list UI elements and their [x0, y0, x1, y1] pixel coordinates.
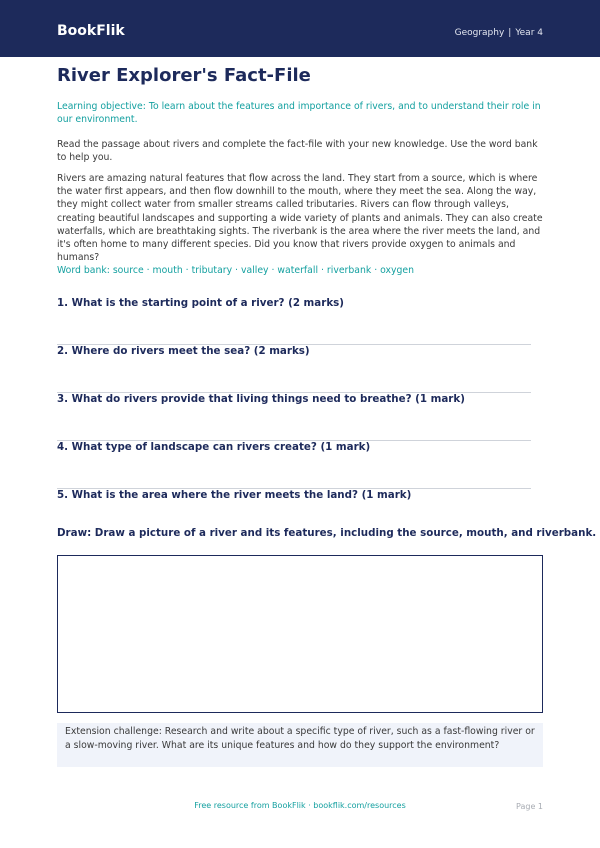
extension-challenge-text: Extension challenge: Research and write about a specific type of river, such as a fast-flowing river or a slow-moving river. What are its unique features and how do they support the environment? — [65, 726, 535, 751]
header-bar — [0, 0, 600, 57]
header-separator: | — [508, 28, 512, 38]
instructions: Read the passage about rivers and complete the fact-file with your new knowledge. Use the word bank to help you. — [57, 139, 538, 163]
page-number: Page 1 — [516, 802, 543, 811]
reading-passage: Rivers are amazing natural features that flow across the land. They start from a source, which is where the water first appears, and then flow downhill to the mouth, where they meet the sea. Along the way, they might collect water from smaller streams called tributaries. Rivers can flow through valleys, creating beautiful landscapes and supporting a wide variety of plants and animals. They can also create waterfalls, which are breathtaking sights. The riverbank is the area where the river meets the land, and it's often home to many different species. Did you know that rivers provide oxygen to animals and humans? — [57, 173, 543, 264]
footer-credit: Free resource from BookFlik · bookflik.com/resources — [194, 801, 406, 810]
draw-prompt: Draw: Draw a picture of a river and its features, including the source, mouth, and riverbank. — [57, 527, 597, 539]
question-2: 2. Where do rivers meet the sea? (2 marks) — [57, 345, 310, 357]
extension-challenge-box — [57, 723, 543, 767]
subject-year-label — [455, 28, 543, 38]
subject-label: Geography — [454, 28, 505, 38]
question-1: 1. What is the starting point of a river? (2 marks) — [57, 297, 345, 309]
question-5: 5. What is the area where the river meets the land? (1 mark) — [57, 489, 412, 501]
brand-logo: BookFlik — [57, 23, 125, 39]
question-3: 3. What do rivers provide that living things need to breathe? (1 mark) — [57, 393, 465, 405]
question-4: 4. What type of landscape can rivers create? (1 mark) — [57, 441, 371, 453]
drawing-area[interactable] — [57, 555, 543, 713]
learning-objective: Learning objective: To learn about the features and importance of rivers, and to understand their role in our environment. — [57, 101, 541, 125]
word-bank: Word bank: source · mouth · tributary · valley · waterfall · riverbank · oxygen — [57, 265, 415, 276]
page-title: River Explorer's Fact-File — [57, 65, 311, 86]
year-label: Year 4 — [515, 28, 543, 38]
